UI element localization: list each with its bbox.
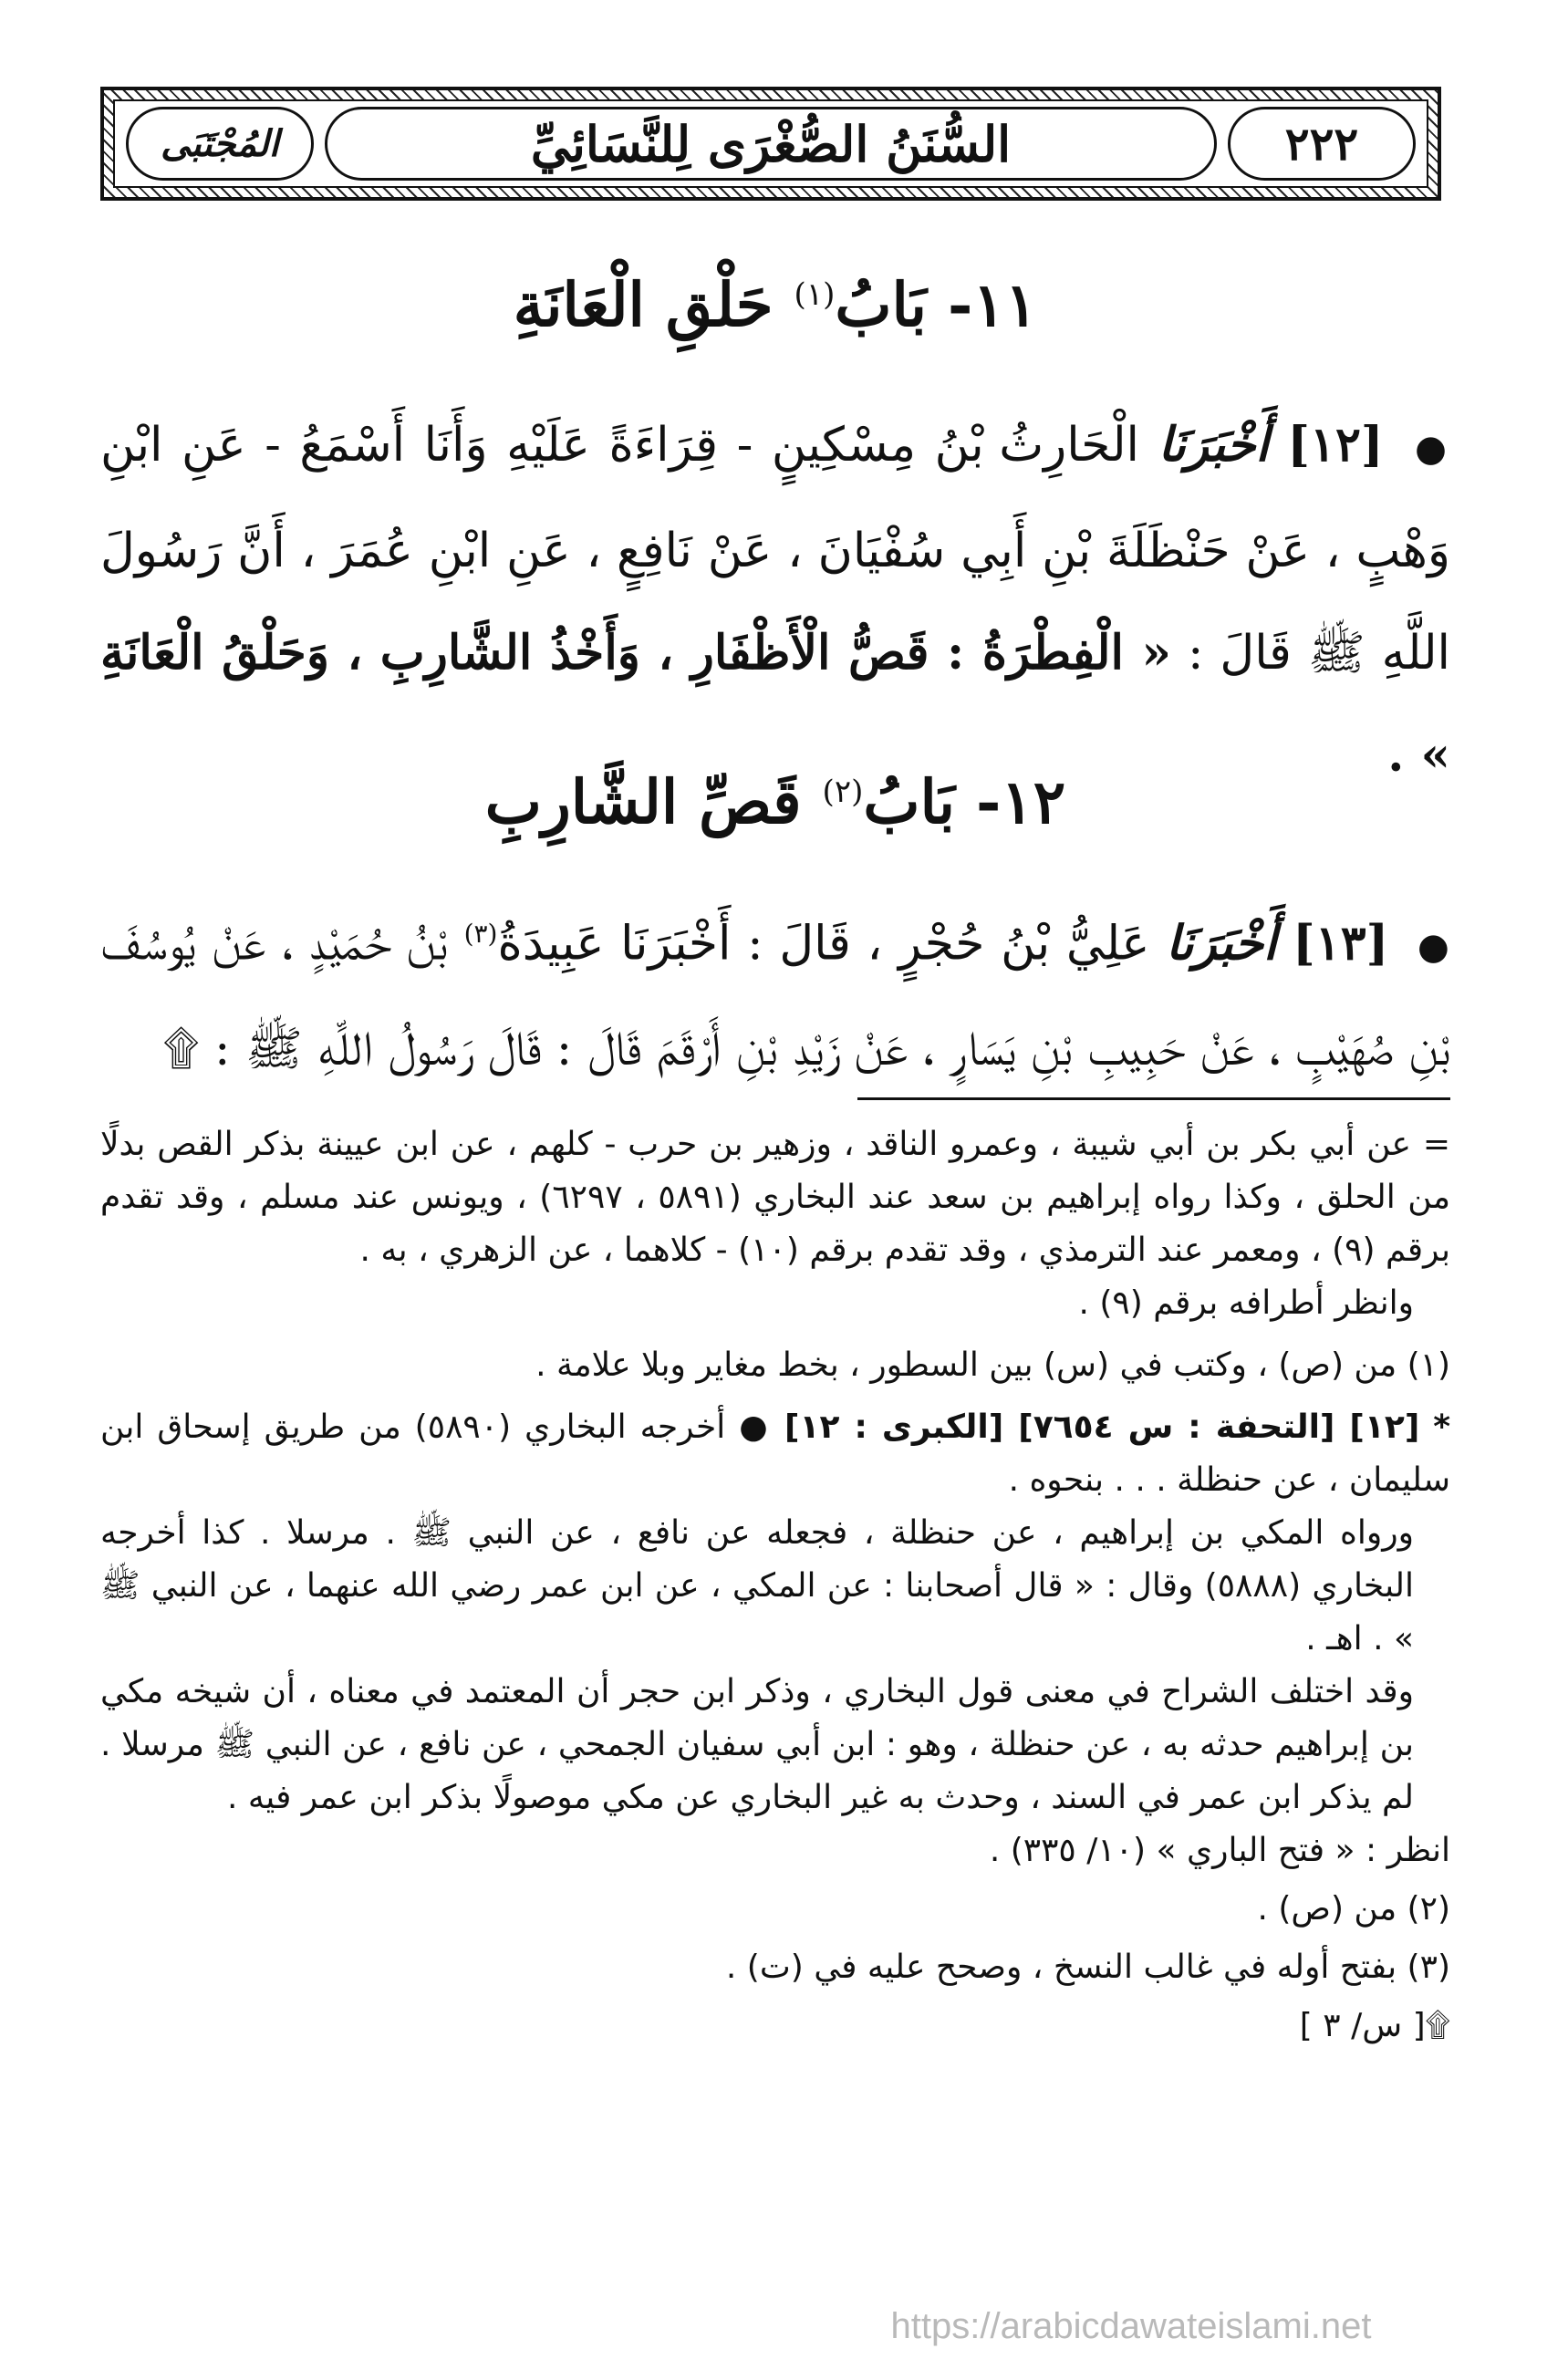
continuation-text: عن أبي بكر بن أبي شيبة ، وعمرو الناقد ، وزهير بن حرب - كلهم ، عن ابن عيينة بذكر القص بدلًا من الحلق ، وكذا رواه إبراهيم بن سعد عند البخاري (٥٨٩١ ، ٦٢٩٧) ، ويونس عند مسلم ، وقد تقدم برقم (٩) ، ومعمر عند الترمذي ، وقد تقدم برقم (١٠) - كلاهما ، عن الزهري ، به .	[100, 1126, 1450, 1269]
isnad-text-b: بْنُ حُمَيْدٍ ، عَنْ يُوسُفَ بْنِ صُهَيْبٍ ، عَنْ حَبِيبِ بْنِ يَسَارٍ ، عَنْ زَيْدِ بْنِ أَرْقَمَ قَالَ : قَالَ رَسُولُ اللَّهِ ﷺ :	[100, 916, 1450, 1077]
hadith-number: [١٣]	[1293, 915, 1389, 972]
page-number-box	[1228, 107, 1416, 181]
chapter-number: ١١-	[947, 269, 1038, 340]
footnote-1: (١) من (ص) ، وكتب في (س) بين السطور ، بخط مغاير وبلا علامة .	[535, 1346, 1450, 1384]
takhrij-reference: انظر : « فتح الباري » (١٠/ ٣٣٥) .	[989, 1832, 1450, 1869]
hadith-12	[100, 394, 1450, 806]
header-frame	[113, 99, 1428, 188]
footnote-continuation	[100, 1118, 1450, 1277]
isnad-text: الْحَارِثُ بْنُ مِسْكِينٍ - قِرَاءَةً عَلَيْهِ وَأَنَا أَسْمَعُ - عَنِ ابْنِ وَهْبٍ ، عَنْ حَنْظَلَةَ بْنِ أَبِي سُفْيَانَ ، عَنْ نَافِعٍ ، عَنِ ابْنِ عُمَرَ ، أَنَّ رَسُولَ اللَّهِ ﷺ قَالَ :	[100, 418, 1451, 681]
footnotes	[100, 1118, 1450, 2053]
chapter-title: حَلْقِ الْعَانَةِ	[513, 269, 774, 340]
bullet-icon: ●	[1417, 926, 1451, 969]
footnote-3: (٣) بفتح أوله في غالب النسخ ، وصحح عليه في (ت) .	[725, 1949, 1450, 1986]
book-title: السُّنَنُ الصُّغْرَى لِلنَّسَائِيِّ	[530, 114, 1012, 173]
matn-text: « الْفِطْرَةُ : قَصُّ الْأَظْفَارِ ، وَأَخْذُ الشَّارِبِ ، وَحَلْقُ الْعَانَةِ » .	[100, 625, 1450, 783]
takhrij-12	[100, 1401, 1450, 1507]
header-title-cartouche	[325, 107, 1217, 181]
chapter-heading-12	[100, 766, 1450, 837]
page-number: ٢٢٢	[1284, 117, 1359, 171]
chapter-title: قَصِّ الشَّارِبِ	[484, 766, 802, 837]
takhrij-paragraph-b: ورواه المكي بن إبراهيم ، عن حنظلة ، فجعله عن نافع ، عن النبي ﷺ . مرسلا . كذا أخرجه البخاري (٥٨٨٨) وقال : « قال أصحابنا : عن المكي ، عن ابن عمر رضي الله عنهما ، عن النبي ﷺ » . اهـ .	[100, 1514, 1415, 1658]
takhrij-header: [١٢] [التحفة : س ٧٦٥٤] [الكبرى : ١٢]	[784, 1408, 1420, 1446]
chapter-word: بَابُ	[863, 766, 955, 837]
hadith-13	[100, 883, 1450, 1100]
footnote-divider	[857, 1097, 1450, 1100]
book-emblem	[126, 107, 314, 181]
bullet-icon: ●	[1415, 428, 1450, 470]
footnote-ref: (٣)	[463, 919, 498, 949]
takhrij-paragraph-c: وقد اختلف الشراح في معنى قول البخاري ، وذكر ابن حجر أن المعتمد في معناه ، أن شيخه مكي بن إبراهيم حدثه به ، عن حنظلة ، وهو : ابن أبي سفيان الجمحي ، عن نافع ، عن النبي ﷺ مرسلا . لم يذكر ابن عمر في السند ، وحدث به غير البخاري عن مكي موصولًا بذكر ابن عمر فيه .	[100, 1673, 1414, 1816]
isnad-text-a: عَلِيُّ بْنُ حُجْرٍ ، قَالَ : أَخْبَرَنَا عَبِيدَةُ	[497, 916, 1150, 972]
page-header	[100, 87, 1441, 201]
footnote-2: (٢) من (ص) .	[1257, 1890, 1450, 1928]
see-also-note: وانظر أطرافه برقم (٩) .	[1078, 1284, 1414, 1322]
chapter-heading-11	[100, 269, 1450, 340]
page-break-marker-icon: ۩	[162, 1022, 200, 1077]
footnote-ref: (١)	[794, 276, 836, 313]
chapter-number: ١٢-	[975, 766, 1066, 837]
takhrij-text: أخرجه البخاري (٥٨٩٠) من طريق إسحاق ابن سليمان ، عن حنظلة . . . بنحوه .	[100, 1408, 1450, 1499]
hadith-number: [١٢]	[1287, 417, 1384, 473]
continuation-mark: =	[1422, 1126, 1450, 1163]
chapter-word: بَابُ	[835, 269, 927, 340]
manuscript-page-ref: ۩[ س/ ٣ ]	[1299, 2007, 1450, 2044]
star-icon: *	[1433, 1408, 1451, 1446]
emblem-text: المُجْتَبَى	[161, 122, 279, 165]
akhbarana-word: أَخْبَرَنَا	[1158, 417, 1269, 473]
akhbarana-word: أَخْبَرَنَا	[1166, 915, 1277, 972]
bullet-icon: ●	[739, 1408, 772, 1446]
watermark-url: https://arabicdawateislami.net	[890, 2306, 1372, 2346]
footnote-ref: (٢)	[822, 774, 864, 810]
